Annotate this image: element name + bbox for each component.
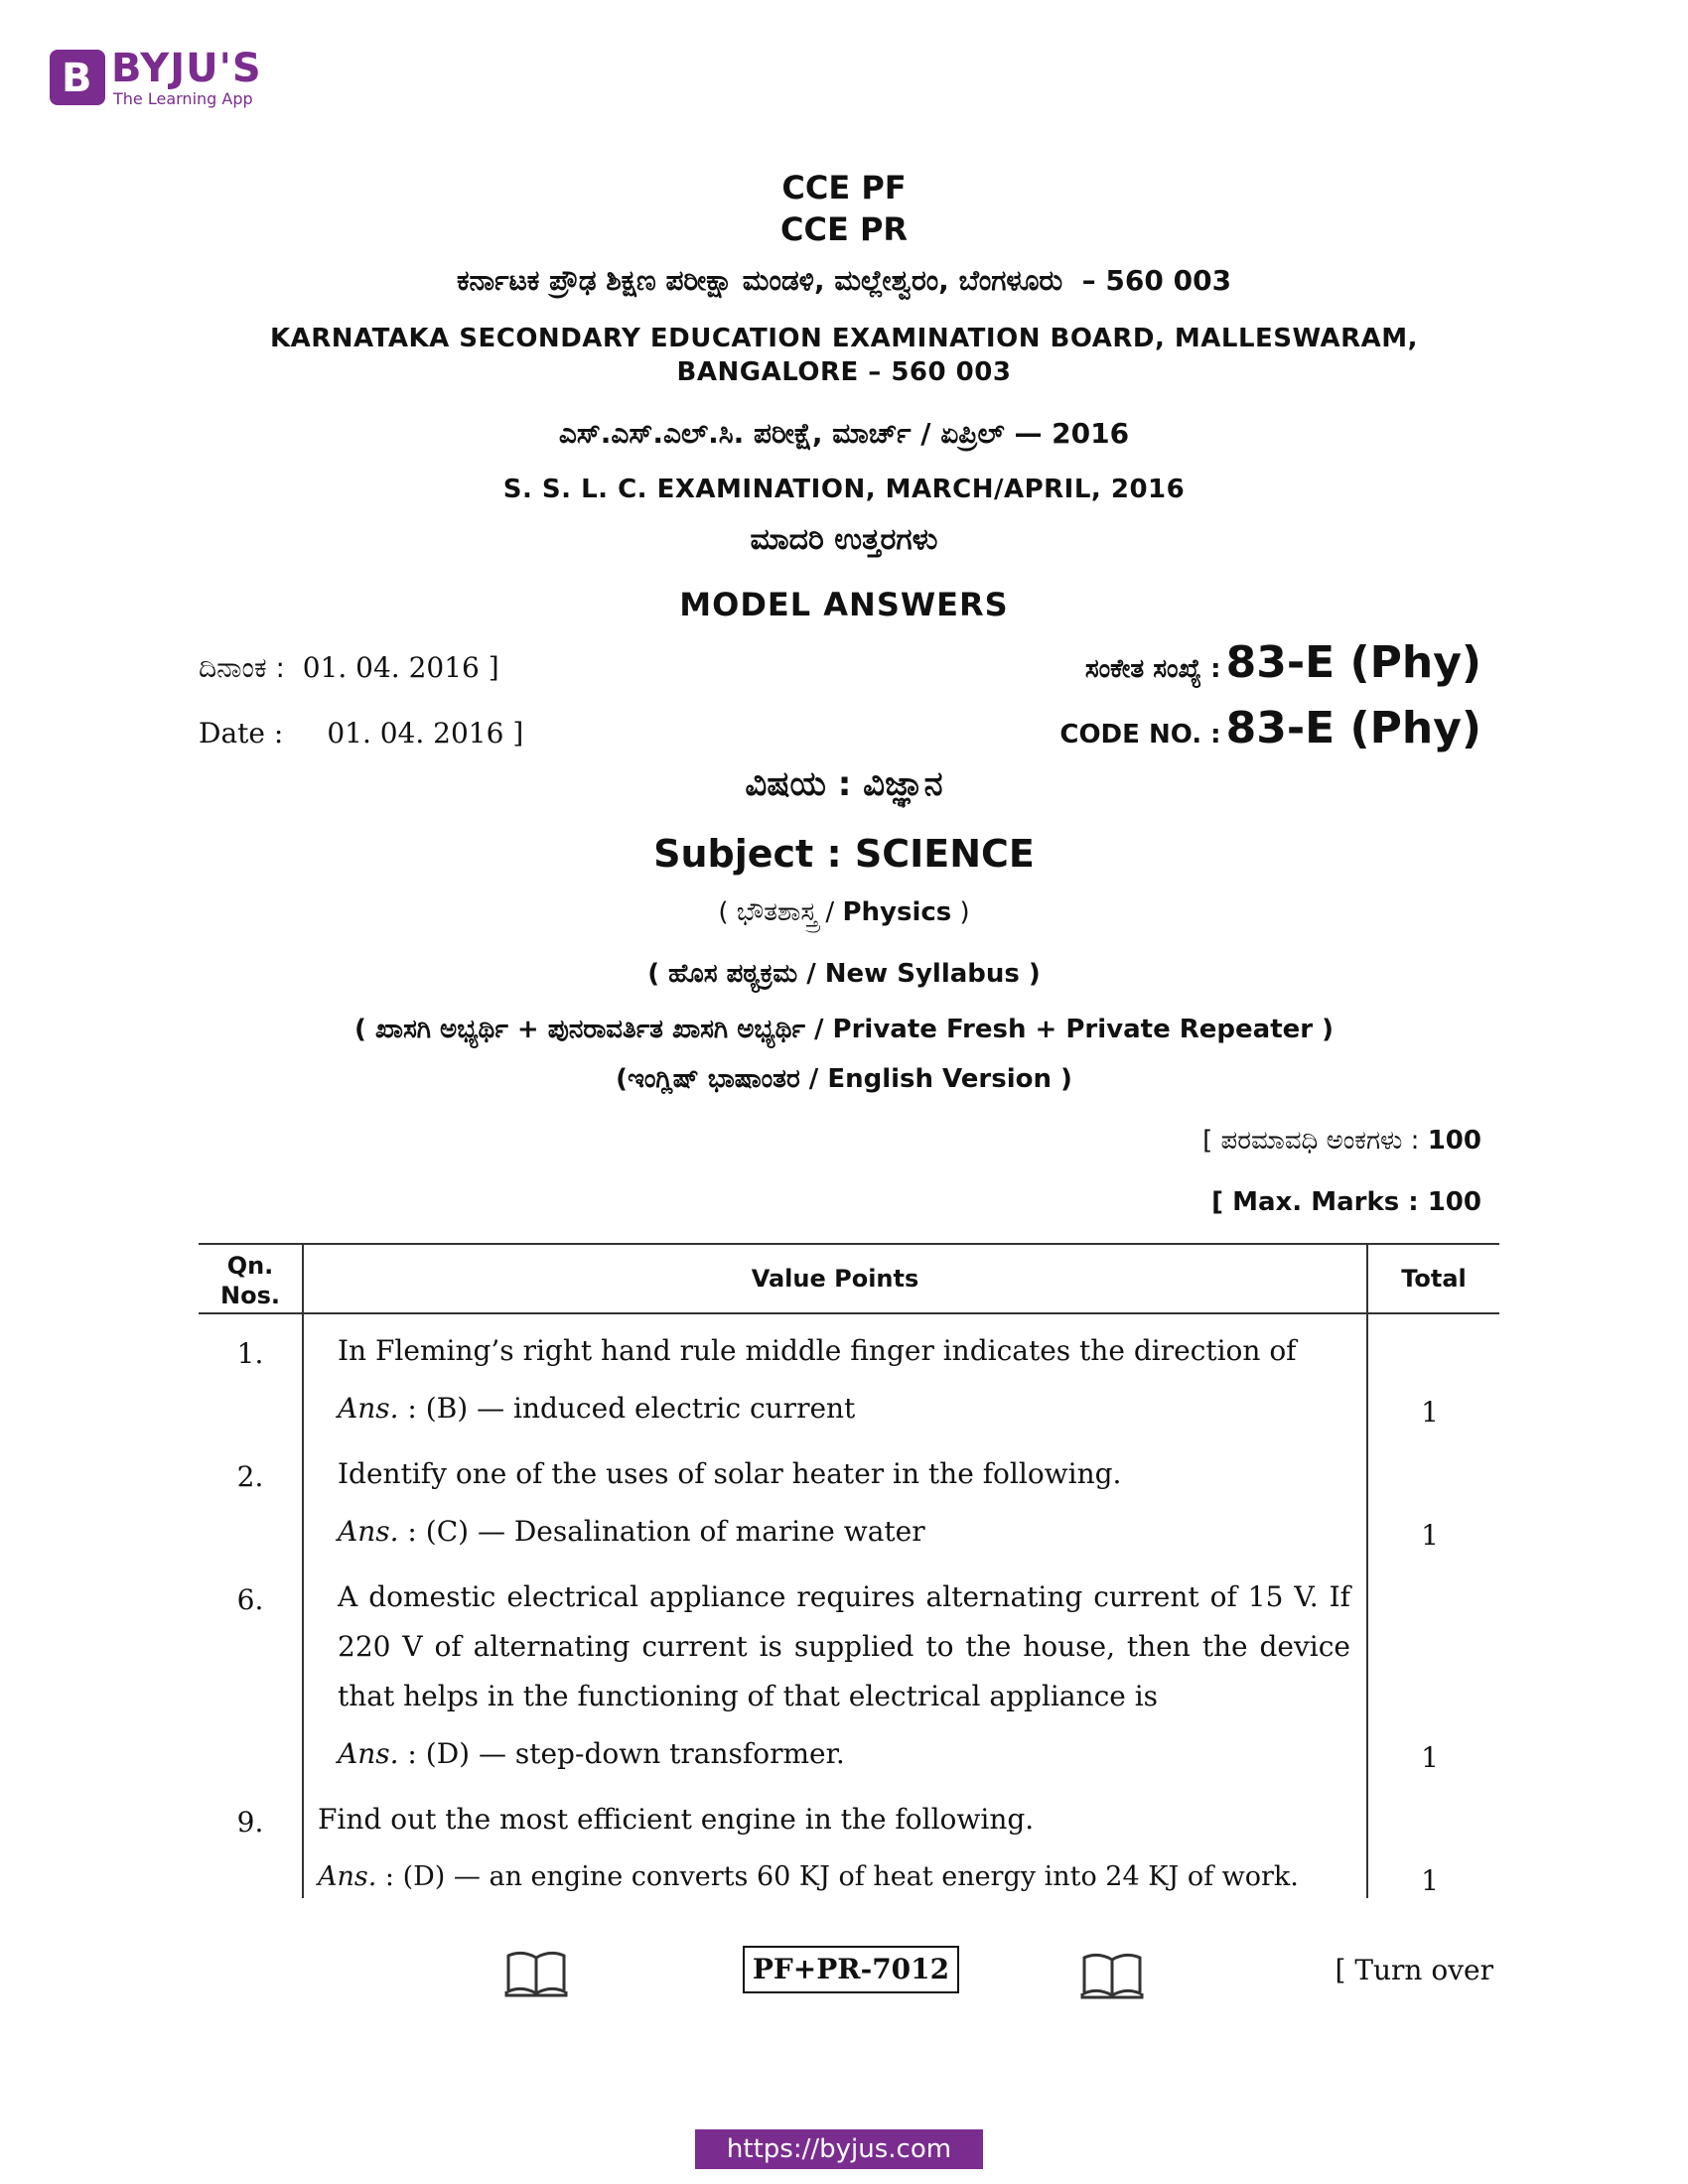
model-answers-title: MODEL ANSWERS — [679, 586, 1009, 623]
kannada-subject: ವಿಷಯ : ವಿಜ್ಞಾನ — [745, 764, 943, 804]
answer-text: Ans. : (B) — induced electric current — [338, 1392, 856, 1425]
question-number: 9. — [236, 1806, 264, 1839]
kannada-board-title: ಕರ್ನಾಟಕ ಪ್ರೌಢ ಶಿಕ್ಷಣ ಪರೀಕ್ಷಾ ಮಂಡಳಿ, ಮಲ್ಲೇಶ್ವರಂ, ಬೆಂಗಳೂರು – 560 003 — [456, 264, 1232, 297]
header-line-1: CCE PF — [781, 169, 907, 206]
turn-over-note: [ Turn over — [1335, 1954, 1493, 1986]
paper-code: PF+PR-7012 — [743, 1946, 959, 1993]
english-code-number: CODE NO. : 83-E (Phy) — [1059, 703, 1481, 753]
row-marks: 1 — [1421, 1519, 1439, 1552]
kannada-model-answers: ಮಾದರಿ ಉತ್ತರಗಳು — [750, 522, 938, 557]
board-title-line-1: KARNATAKA SECONDARY EDUCATION EXAMINATION BOARD, MALLESWARAM, — [269, 324, 1419, 353]
version-line: (ಇಂಗ್ಲಿಷ್ ಭಾಷಾಂತರ / English Version ) — [616, 1064, 1072, 1094]
kannada-code-number: ಸಂಕೇತ ಸಂಖ್ಯೆ : 83-E (Phy) — [1084, 637, 1481, 688]
question-text: In Fleming’s right hand rule middle finger indicates the direction of — [338, 1334, 1297, 1367]
row-marks: 1 — [1421, 1396, 1439, 1429]
table-divider-right — [1366, 1243, 1368, 1898]
question-number: 1. — [236, 1337, 264, 1370]
question-text: Find out the most efficient engine in the following. — [318, 1803, 1035, 1836]
question-text: Identify one of the uses of solar heater in the following. — [338, 1457, 1122, 1490]
header-line-2: CCE PR — [779, 210, 909, 248]
answer-text: Ans. : (D) — an engine converts 60 KJ of heat energy into 24 KJ of work. — [318, 1861, 1299, 1892]
header-total: Total — [1401, 1265, 1467, 1293]
answer-table — [199, 1243, 1499, 1898]
answer-text: Ans. : (D) — step-down transformer. — [338, 1737, 845, 1770]
logo-tagline: The Learning App — [113, 89, 253, 108]
max-marks: [ Max. Marks : 100 — [1211, 1187, 1481, 1217]
row-marks: 1 — [1421, 1741, 1439, 1774]
question-number: 2. — [236, 1460, 264, 1493]
physics-line: ( ಭೌತಶಾಸ್ತ್ರ / Physics ) — [718, 897, 970, 927]
board-title-line-2: BANGALORE – 560 003 — [676, 357, 1012, 387]
table-top-rule — [199, 1243, 1499, 1245]
question-number: 6. — [236, 1583, 264, 1616]
kannada-date: ದಿನಾಂಕ : 01. 04. 2016 ] — [199, 651, 499, 684]
subject-title: Subject : SCIENCE — [653, 832, 1035, 876]
english-date: Date : 01. 04. 2016 ] — [199, 717, 524, 750]
byjus-logo — [50, 48, 288, 111]
book-icon — [504, 1948, 568, 1997]
candidate-line: ( ಖಾಸಗಿ ಅಭ್ಯರ್ಥಿ + ಪುನರಾವರ್ತಿತ ಖಾಸಗಿ ಅಭ್ಯರ್ಥಿ / Private Fresh + Private Repeater ) — [353, 1015, 1335, 1044]
exam-title: S. S. L. C. EXAMINATION, MARCH/APRIL, 2016 — [502, 475, 1186, 504]
website-link[interactable]: https://byjus.com — [695, 2129, 983, 2169]
table-divider-left — [302, 1243, 304, 1898]
table-header-rule — [199, 1312, 1499, 1314]
question-text: A domestic electrical appliance requires alternating current of 15 V. If 220 V of alternating current is supplied to the house, then the device that helps in the functioning of that electrical appliance is — [338, 1580, 1350, 1712]
row-marks: 1 — [1421, 1864, 1439, 1897]
syllabus-line: ( ಹೊಸ ಪಠ್ಯಕ್ರಮ / New Syllabus ) — [647, 959, 1041, 989]
kannada-max-marks: [ ಪರಮಾವಧಿ ಅಂಕಗಳು : 100 — [1202, 1126, 1481, 1156]
kannada-exam-title: ಎಸ್.ಎಸ್.ಎಲ್.ಸಿ. ಪರೀಕ್ಷೆ, ಮಾರ್ಚ್ / ಏಪ್ರಿಲ್ — 2016 — [558, 417, 1130, 450]
header-value-points: Value Points — [751, 1265, 919, 1293]
answer-text: Ans. : (C) — Desalination of marine water — [338, 1515, 925, 1548]
header-qn-nos: Qn. Nos. — [220, 1252, 280, 1309]
logo-mark: B — [50, 50, 105, 105]
book-icon — [1080, 1950, 1144, 1999]
logo-name: BYJU'S — [111, 46, 262, 91]
